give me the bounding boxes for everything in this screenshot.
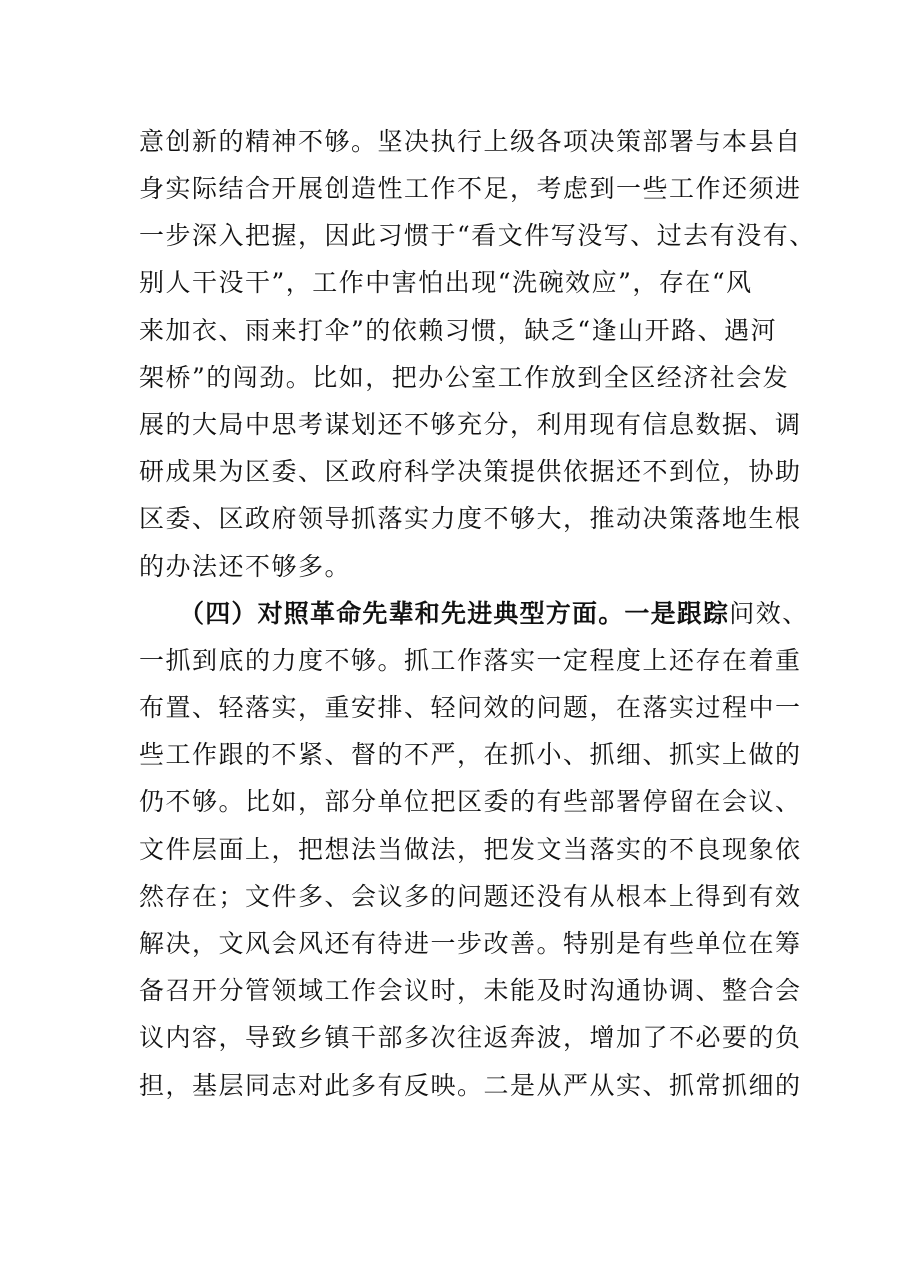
- text-line-continuation: 问效、: [729, 599, 809, 628]
- text-line: 些工作跟的不紧、督的不严，在抓小、抓细、抓实上做的: [139, 740, 802, 769]
- text-line: 区委、区政府领导抓落实力度不够大，推动决策落地生根: [139, 504, 802, 533]
- section-heading: （四）对照革命先辈和先进典型方面。一是跟踪: [179, 599, 730, 628]
- text-line: 意创新的精神不够。坚决执行上级各项决策部署与本县自: [139, 127, 802, 156]
- paragraph-2-first-line: [179, 599, 809, 629]
- text-line: 仍不够。比如，部分单位把区委的有些部署停留在会议、: [139, 787, 802, 816]
- text-line: 然存在；文件多、会议多的问题还没有从根本上得到有效: [139, 882, 802, 911]
- text-line: 身实际结合开展创造性工作不足，考虑到一些工作还须进: [139, 174, 802, 203]
- text-line: 布置、轻落实，重安排、轻问效的问题，在落实过程中一: [139, 693, 802, 722]
- text-line: 架桥”的闯劲。比如，把办公室工作放到全区经济社会发: [139, 363, 790, 392]
- text-line: 备召开分管领域工作会议时，未能及时沟通协调、整合会: [139, 976, 802, 1005]
- text-line: 别人干没干”，工作中害怕出现“洗碗效应”，存在“风: [139, 268, 753, 297]
- text-line: 展的大局中思考谋划还不够充分，利用现有信息数据、调: [139, 410, 802, 439]
- text-line: 研成果为区委、区政府科学决策提供依据还不到位，协助: [139, 457, 802, 486]
- text-line: 的办法还不够多。: [139, 552, 352, 581]
- text-line: 一抓到底的力度不够。抓工作落实一定程度上还存在着重: [139, 646, 802, 675]
- text-line: 担，基层同志对此多有反映。二是从严从实、抓常抓细的: [139, 1071, 802, 1100]
- text-line: 文件层面上，把想法当做法，把发文当落实的不良现象依: [139, 835, 802, 864]
- text-line: 议内容，导致乡镇干部多次往返奔波，增加了不必要的负: [139, 1023, 802, 1052]
- text-line: 来加衣、雨来打伞”的依赖习惯，缺乏“逢山开路、遇河: [139, 316, 778, 345]
- text-line: 一步深入把握，因此习惯于“看文件写没写、过去有没有、: [139, 221, 816, 250]
- text-line: 解决，文风会风还有待进一步改善。特别是有些单位在筹: [139, 929, 802, 958]
